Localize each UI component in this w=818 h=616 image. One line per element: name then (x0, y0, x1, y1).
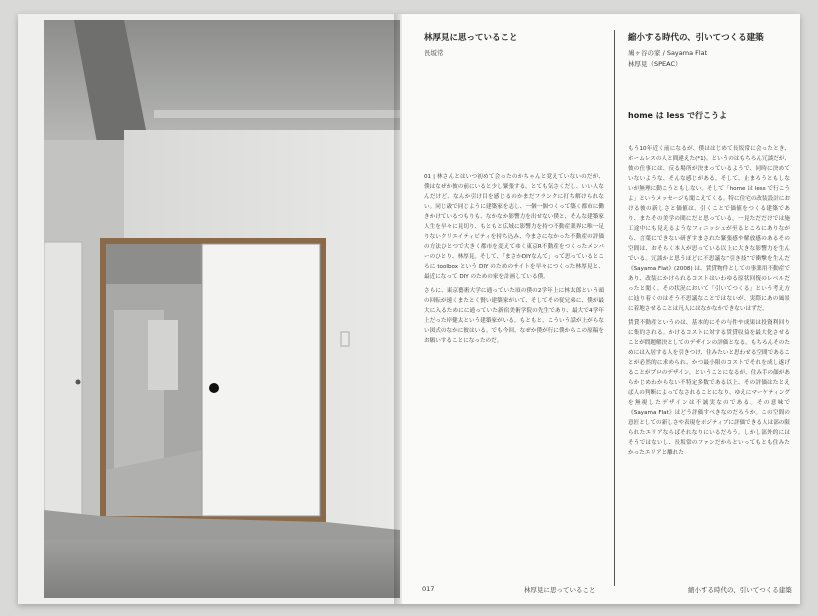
left-page (18, 14, 400, 604)
article-right-project: 鳩ヶ谷の家 / Sayama Flat (628, 49, 708, 57)
article-left-title: 林厚見に思っていること (424, 33, 518, 43)
article-right-subheading: home は less で行こうよ (628, 111, 727, 120)
article-left-author: 長坂常 (424, 49, 444, 57)
open-book (18, 14, 800, 604)
page-number: 017 (422, 585, 435, 593)
interior-photo-illustration (44, 20, 400, 598)
body-paragraph: もう10年近く前になるが、僕ははじめて長坂常に会ったとき、ホームレスの人と間違えた(*1)。というのはもちろん冗談だが、彼の仕事には、反る場所が決まっているようで、同時に決めていないような、そんな感じがある。そして、止まろうともしないが無理に動こうともしない。そして「home は less で行こうよ」というメッセージも聞こえてくる。特に住宅の改装設計における彼の新しさと価値は、引くことで価値をつくる建築であり、またその美学の間にだと思っている。一見ただだけでは施工途中にも見えるようなフィニッシュが至るところにありながら、言葉にできない研ぎすまされた緊張感や解放感のあるその空間は、おそらく本人が思っている以上に大きな影響力を生んでいる。冗談かと思うほどに不思議な“引き技”で衝撃を生んだ《Sayama Flat》(2008) は、賃貸物件としての事業用不動産であり、改装にかけられるコストはいわゆる原状回復のレベルだったと聞く。その状況において「引いてつくる」という考え方に辿り着くのはそう不思議なことではないが、実際にあの風景に着地させることは凡人にはなかなかできないはずだ。 (628, 146, 790, 312)
column-divider (614, 30, 615, 586)
article-left-header (424, 32, 604, 59)
article-right-author: 林厚見（SPEAC） (628, 60, 682, 68)
right-page (402, 14, 800, 604)
body-paragraph: さらに、東京藝術大学に通っていた頃の僕の2学年上に林太郎という頭の回転が速くまたとく賢い建築家がいて、そしてその従兄弟に、僕が最大に入るためにに通っていた新宿美術学院の先生であり、最大で4学年上だった岸健太という建築家がいる。もともと、こういう話が上がらない図式のなかに彼はいる。でも今回、なぜか僕が行に僕からこの原稿をお願いすることになったのだ。 (424, 288, 604, 344)
article-right-title: 縮小する時代の、引いてつくる建築 (628, 33, 764, 43)
article-left-body (424, 172, 604, 350)
interior-photo (44, 20, 400, 598)
article-right-header (628, 32, 788, 70)
body-paragraph: 賃貸不動産というのは、基本的にその与件や成果は投資利回りに集約される。かけるコストに対する賃貸収益を最大化させることが問題解決としてのデザインの評価となる。もちろんそのためには入居する人を引きつけ、住みたいと思わせる空間であることが必然的に求められ、かつ最小限のコストでそれを成し遂げることがプロのデザイン。ということになるが、住み手の顔があらかじめわからない不特定多数である以上、その評価はたとえば人の判断によってなされることになり、ゆえにマーケティングを無視したデザインは不誠実なのである。その意味で《Sayama Flat》はどう評価すべきなのだろうか。この空間の意匠としての新しさや表現をポジティブに評価できる人は部の限られたエリアならばそれなりにいるだろう。しかし部外的にはそうではないし、長坂常のファンだからといってもとも住みたかったエリアと離れた (628, 320, 790, 456)
article-right-body (628, 144, 790, 462)
running-title-left: 林厚見に思っていること (524, 586, 596, 594)
running-title-right: 縮小する時代の、引いてつくる建築 (688, 586, 792, 594)
body-paragraph: 01 | 林さんとはいつ初めて会ったのかちゃんと覚えていないのだが、僕はなぜか彼の前にいると少し緊張する。とても気さくだし、いい人なんだけど、なんか引け目を感じるのかまだフランクに打ち解けられない。同じ歳で同じように建築家を志し、一個一個つくって築く都市に働きかけているつもりも、なかなか影響力を出せない僕と、そんな建築家人生を早々に見切り、もともと広域に影響力を持つ不動産業界に唯一足りないクリエイティビティを持ち込み、今まさになかった不動産の評価の方法ひとつで大きく都市を変えてゆく東京R不動産をつくったメンバーのひとり、林厚見。そして、「まさかDIYなんて」って思っているところに toolbox という DIY のためのサイトを早々につくった林厚見と、最近になって DIY のための家を計画している僕。 (424, 174, 604, 280)
